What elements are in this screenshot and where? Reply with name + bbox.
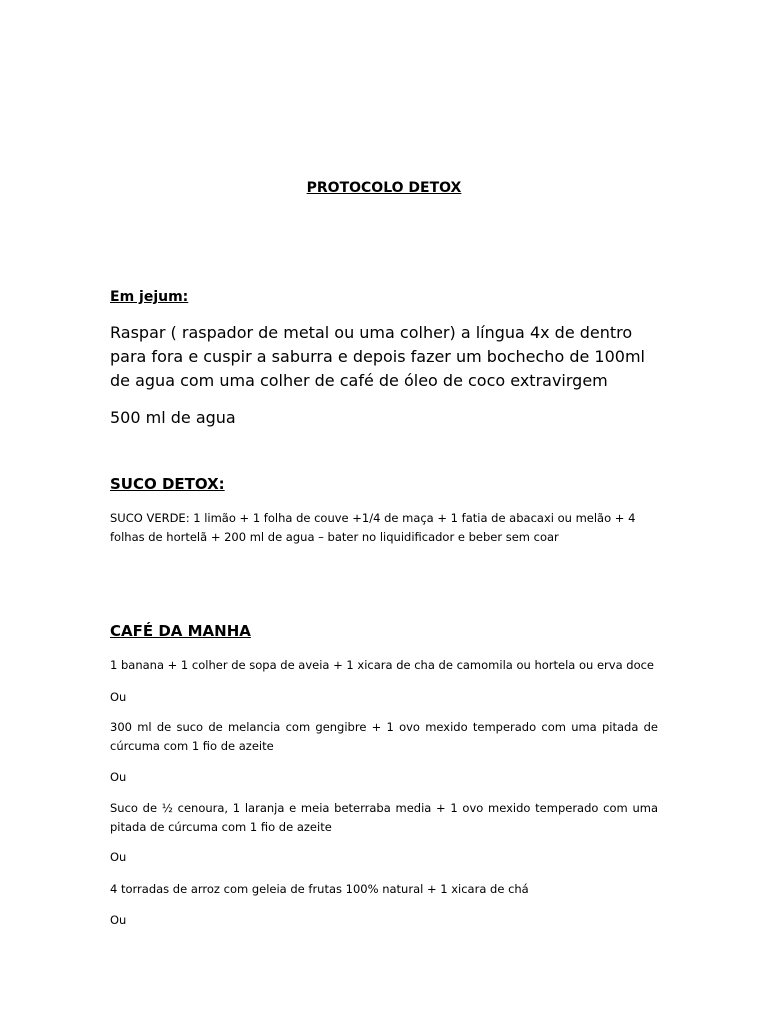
jejum-paragraph: Raspar ( raspador de metal ou uma colher) a língua 4x de dentro para fora e cuspir a saburra e depois fazer um bochecho de 100ml de agua com uma colher de café de óleo de coco extravirgem <box>110 323 645 390</box>
cafe-heading: CAFÉ DA MANHA <box>110 622 251 640</box>
cafe-or-1: Ou <box>110 690 127 704</box>
cafe-option-1: 1 banana + 1 colher de sopa de aveia + 1 xicara de cha de camomila ou hortela ou erva doce <box>110 658 655 672</box>
cafe-option-3: Suco de ½ cenoura, 1 laranja e meia beterraba media + 1 ovo mexido temperado com uma pitada de cúrcuma com 1 fio de azeite <box>110 801 658 834</box>
jejum-heading: Em jejum: <box>110 289 189 305</box>
cafe-option-4: 4 torradas de arroz com geleia de frutas 100% natural + 1 xicara de chá <box>110 882 529 896</box>
cafe-option-2: 300 ml de suco de melancia com gengibre + 1 ovo mexido temperado com uma pitada de cúrcuma com 1 fio de azeite <box>110 720 658 753</box>
suco-heading: SUCO DETOX: <box>110 475 225 493</box>
jejum-water: 500 ml de agua <box>110 408 236 427</box>
document-title: PROTOCOLO DETOX <box>306 180 462 196</box>
cafe-or-3: Ou <box>110 850 127 864</box>
cafe-or-2: Ou <box>110 770 127 784</box>
suco-text: SUCO VERDE: 1 limão + 1 folha de couve +1/4 de maça + 1 fatia de abacaxi ou melão + 4 folhas de hortelã + 200 ml de agua – bater no liquidificador e beber sem coar <box>110 511 636 544</box>
cafe-or-4: Ou <box>110 913 127 927</box>
